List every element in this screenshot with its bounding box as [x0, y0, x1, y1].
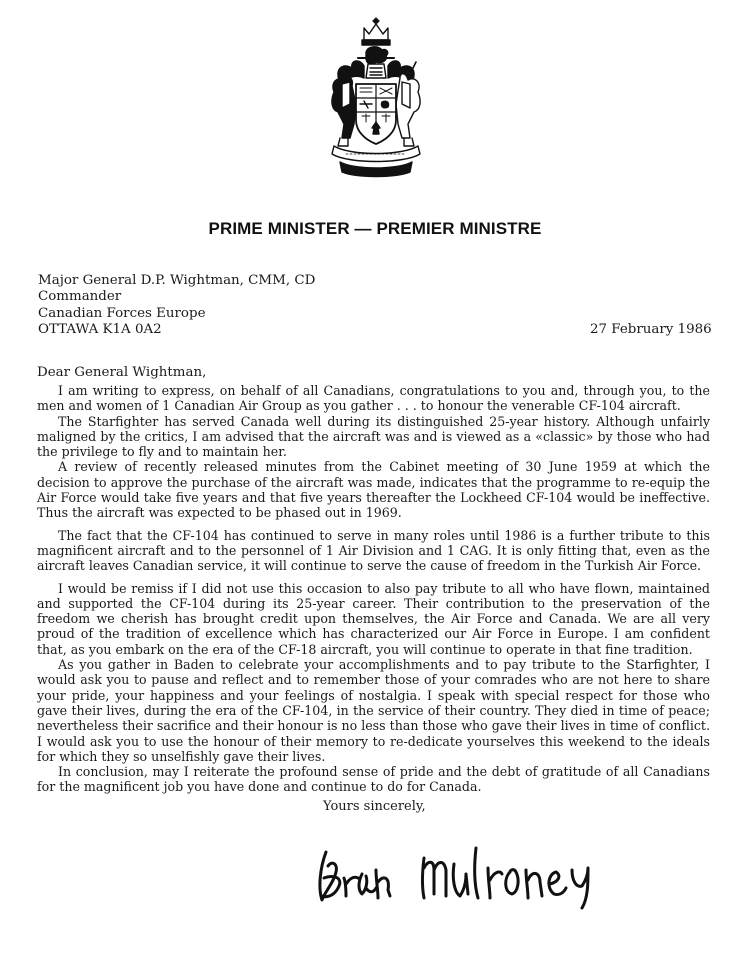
coat-of-arms-icon	[320, 12, 432, 182]
paragraph-7: In conclusion, may I reiterate the profound sense of pride and the debt of gratitude of all Canadians for the magnificent job you have done and continue to do for Canada.	[37, 764, 710, 795]
recipient-organization: Canadian Forces Europe	[38, 305, 206, 321]
recipient-city: OTTAWA K1A 0A2	[38, 322, 162, 338]
recipient-name: Major General D.P. Wightman, CMM, CD	[38, 273, 316, 288]
paragraph-4: The fact that the CF-104 has continued to serve in many roles until 1986 is a further tribute to this magnificent aircraft and to the personnel of 1 Air Division and 1 CAG. It is only fitting that, even as the aircraft leaves Canadian service, it will continue to serve the cause of freedom in the Turkish Air Force.	[37, 527, 710, 574]
letter-body	[37, 383, 710, 795]
closing: Yours sincerely,	[323, 799, 426, 814]
paragraph-5: I would be remiss if I did not use this occasion to also pay tribute to all who have flown, maintained and supported the CF-104 during its 25-year career. Their contribution to the preservation of the freedom we cherish has brought credit upon themselves, the Air Force and Canada. We are all very proud of the tradition of excellence which has characterized our Air Force in Europe. I am confident that, as you embark on the era of the CF-18 aircraft, you will continue to operate in that fine tradition.	[37, 580, 710, 657]
salutation: Dear General Wightman,	[37, 365, 207, 380]
paragraph-1: I am writing to express, on behalf of all Canadians, congratulations to you and, through you, to the men and women of 1 Canadian Air Group as you gather . . . to honour the venerable CF-104 aircraft.	[37, 383, 710, 414]
letter-date: 27 February 1986	[590, 322, 712, 337]
paragraph-2: The Starfighter has served Canada well during its distinguished 25-year history. Although unfairly maligned by the critics, I am advised that the aircraft was and is viewed as a «classic» by those who had the privilege to fly and to maintain her.	[37, 413, 710, 460]
recipient-address	[38, 273, 315, 339]
handwritten-signature	[312, 838, 602, 910]
paragraph-6: As you gather in Baden to celebrate your accomplishments and to pay tribute to the Starfighter, I would ask you to pause and reflect and to remember those of your comrades who are not here to share your pride, your happiness and your feelings of nostalgia. I speak with special respect for those who gave their lives, during the era of the CF-104, in the service of their country. They died in time of peace; nevertheless their sacrifice and their honour is no less than those who gave their lives in time of conflict. I would ask you to use the honour of their memory to re-dedicate yourselves this weekend to the ideals for which they so unselfishly gave their lives.	[37, 657, 710, 764]
letterhead-title: PRIME MINISTER — PREMIER MINISTRE	[208, 219, 542, 238]
recipient-title: Commander	[38, 289, 122, 305]
paragraph-3: A review of recently released minutes from the Cabinet meeting of 30 June 1959 at which the decision to approve the purchase of the aircraft was made, indicates that the programme to re-equip the Air Force would take five years and that five years thereafter the Lockheed CF-104 would be ineffective. Thus the aircraft was expected to be phased out in 1969.	[37, 459, 710, 521]
